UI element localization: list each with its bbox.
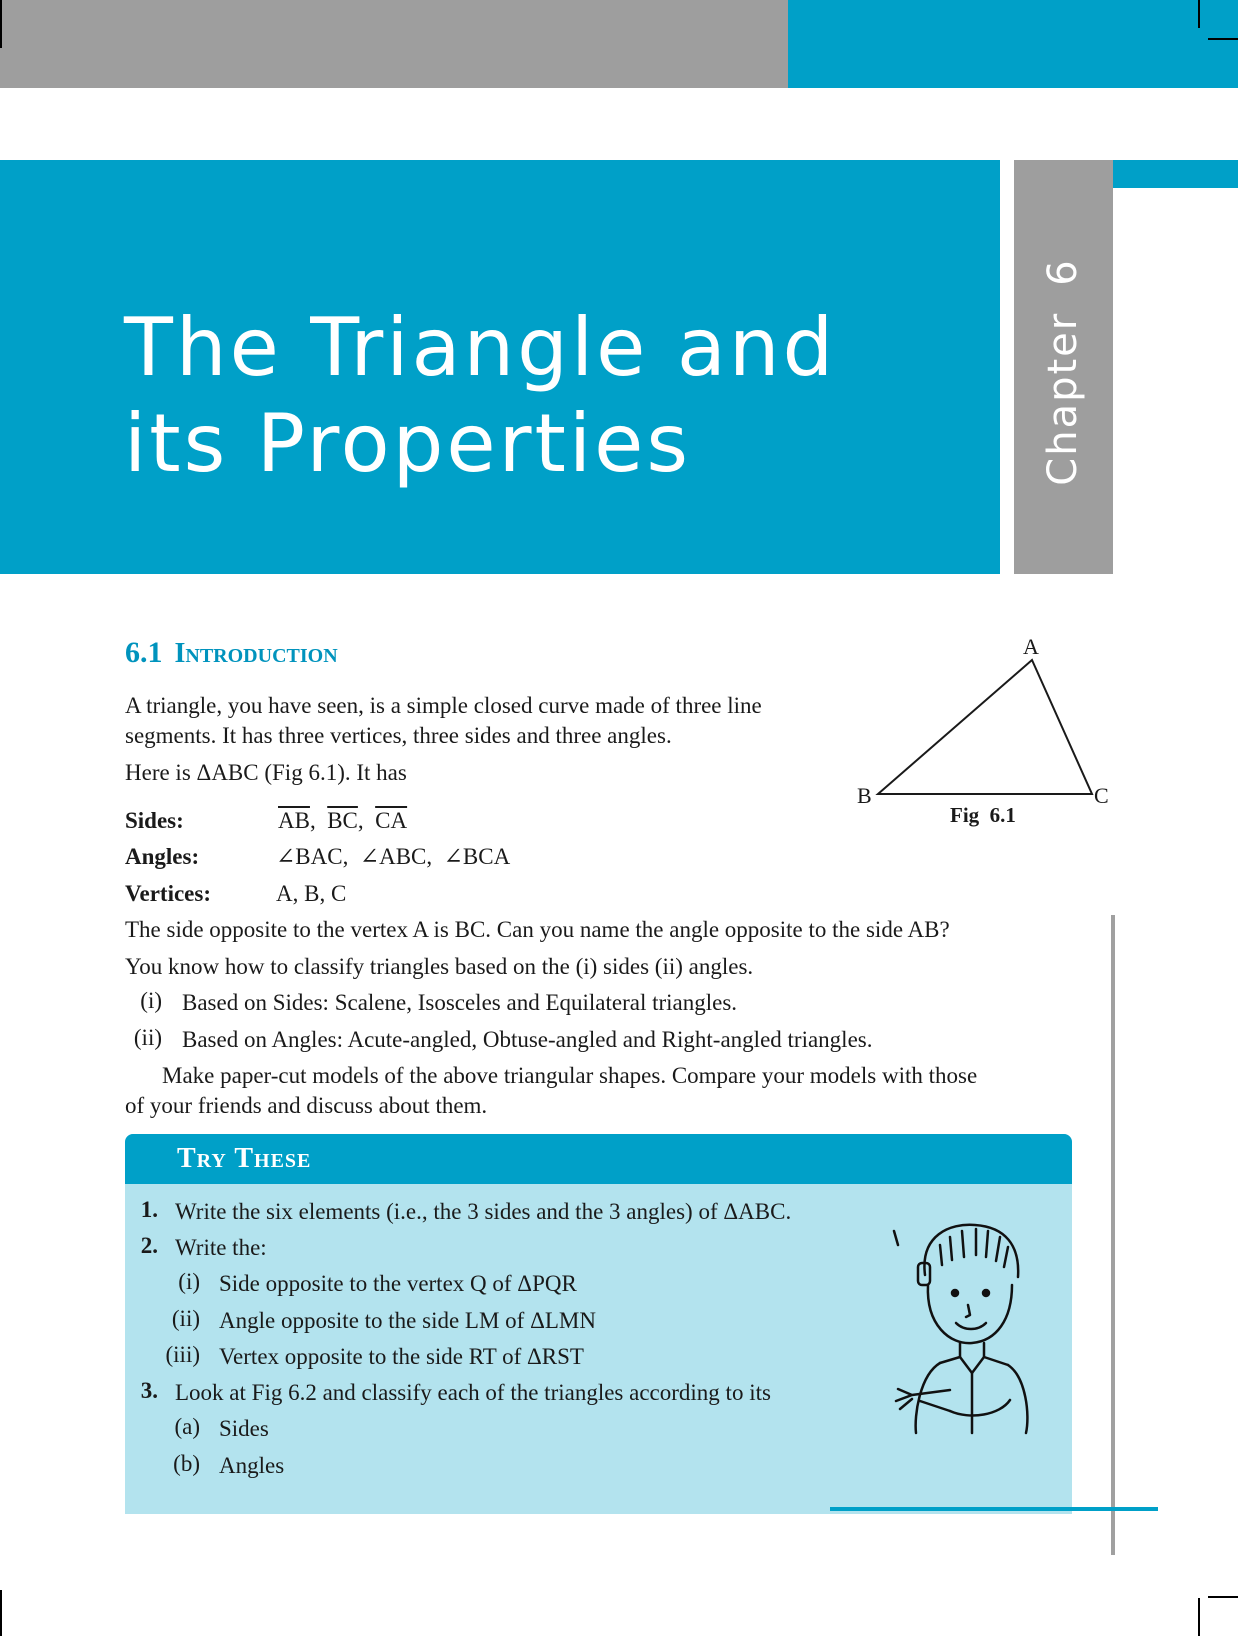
crop-mark: [1198, 1598, 1200, 1636]
sides-value: $\overline{AB}$, $\overline{BC}$, $\overline{CA}$: [278, 808, 408, 833]
angles-label: Angles:: [125, 844, 200, 869]
vertices-value: A, B, C: [276, 881, 347, 906]
try-item: Angles: [219, 1453, 285, 1478]
section-title: Introduction: [174, 638, 338, 669]
side-ca: $\overline{CA}$: [375, 808, 408, 833]
item-number: (a): [174, 1414, 200, 1439]
try-item: Sides: [219, 1416, 269, 1441]
try-item: Write the:: [175, 1235, 267, 1260]
triangle-abc: [878, 660, 1092, 794]
figure-caption: Fig 6.1: [950, 803, 1016, 827]
header-blue-bar: [788, 0, 1238, 88]
try-these-title: Try These: [177, 1143, 312, 1174]
margin-rule: [1111, 915, 1115, 1555]
banner-strip: [1113, 160, 1238, 188]
crop-mark: [1198, 0, 1200, 28]
vertex-a-label: A: [1023, 634, 1039, 659]
item-number: (b): [173, 1451, 200, 1476]
item-number: 3.: [140, 1378, 158, 1403]
try-item: Write the six elements (i.e., the 3 sides and the 3 angles) of ΔABC.: [175, 1199, 792, 1224]
models-text-2: of your friends and discuss about them.: [125, 1093, 488, 1118]
side-bc: $\overline{BC}$: [327, 808, 358, 833]
crop-mark: [1208, 1596, 1238, 1598]
opposite-text: The side opposite to the vertex A is BC. Can you name the angle opposite to the side AB?: [125, 917, 950, 942]
chapter-label: [1040, 258, 1086, 485]
chapter-title-line1: The Triangle and: [124, 301, 837, 394]
classify-text: You know how to classify triangles based on the (i) sides (ii) angles.: [125, 954, 754, 979]
chapter-word: Chapter: [1040, 311, 1086, 486]
section-heading: [125, 636, 338, 670]
try-item: Angle opposite to the side LM of ΔLMN: [219, 1308, 596, 1333]
section-number: 6.1: [125, 636, 163, 669]
bottom-accent-line: [830, 1507, 1158, 1511]
triangle-figure: [850, 630, 1120, 810]
crop-mark: [0, 1590, 2, 1636]
try-item: Look at Fig 6.2 and classify each of the triangles according to its: [175, 1380, 771, 1405]
vertex-b-label: B: [857, 783, 872, 808]
item-number: 1.: [140, 1197, 158, 1222]
list-num: (ii): [133, 1025, 162, 1050]
list-item: Based on Angles: Acute-angled, Obtuse-angled and Right-angled triangles.: [182, 1027, 873, 1052]
chapter-title: [124, 300, 836, 492]
try-item: Vertex opposite to the side RT of ΔRST: [219, 1344, 584, 1369]
intro-paragraph-2: Here is ΔABC (Fig 6.1). It has: [125, 760, 407, 785]
chapter-title-line2: its Properties: [124, 397, 691, 490]
list-item: Based on Sides: Scalene, Isosceles and Equilateral triangles.: [182, 990, 738, 1015]
intro-paragraph: A triangle, you have seen, is a simple closed curve made of three line segments. It has three vertices, three sides and three angles.: [125, 693, 762, 748]
chapter-number: 6: [1040, 258, 1086, 286]
sides-label: Sides:: [125, 808, 184, 833]
item-number: (iii): [165, 1342, 200, 1367]
item-number: (i): [178, 1269, 200, 1294]
crop-mark: [1208, 38, 1238, 40]
try-item: Side opposite to the vertex Q of ΔPQR: [219, 1271, 577, 1296]
side-ab: $\overline{AB}$: [278, 808, 310, 833]
list-num: (i): [140, 988, 162, 1013]
angles-value: ∠BAC, ∠ABC, ∠BCA: [276, 844, 511, 869]
models-text: Make paper-cut models of the above triangular shapes. Compare your models with those: [162, 1063, 978, 1088]
student-illustration: [890, 1215, 1050, 1435]
crop-mark: [0, 0, 2, 48]
item-number: (ii): [171, 1306, 200, 1331]
vertices-label: Vertices:: [125, 881, 212, 906]
vertex-c-label: C: [1094, 783, 1109, 808]
item-number: 2.: [140, 1233, 158, 1258]
header-gray-bar: [0, 0, 788, 88]
